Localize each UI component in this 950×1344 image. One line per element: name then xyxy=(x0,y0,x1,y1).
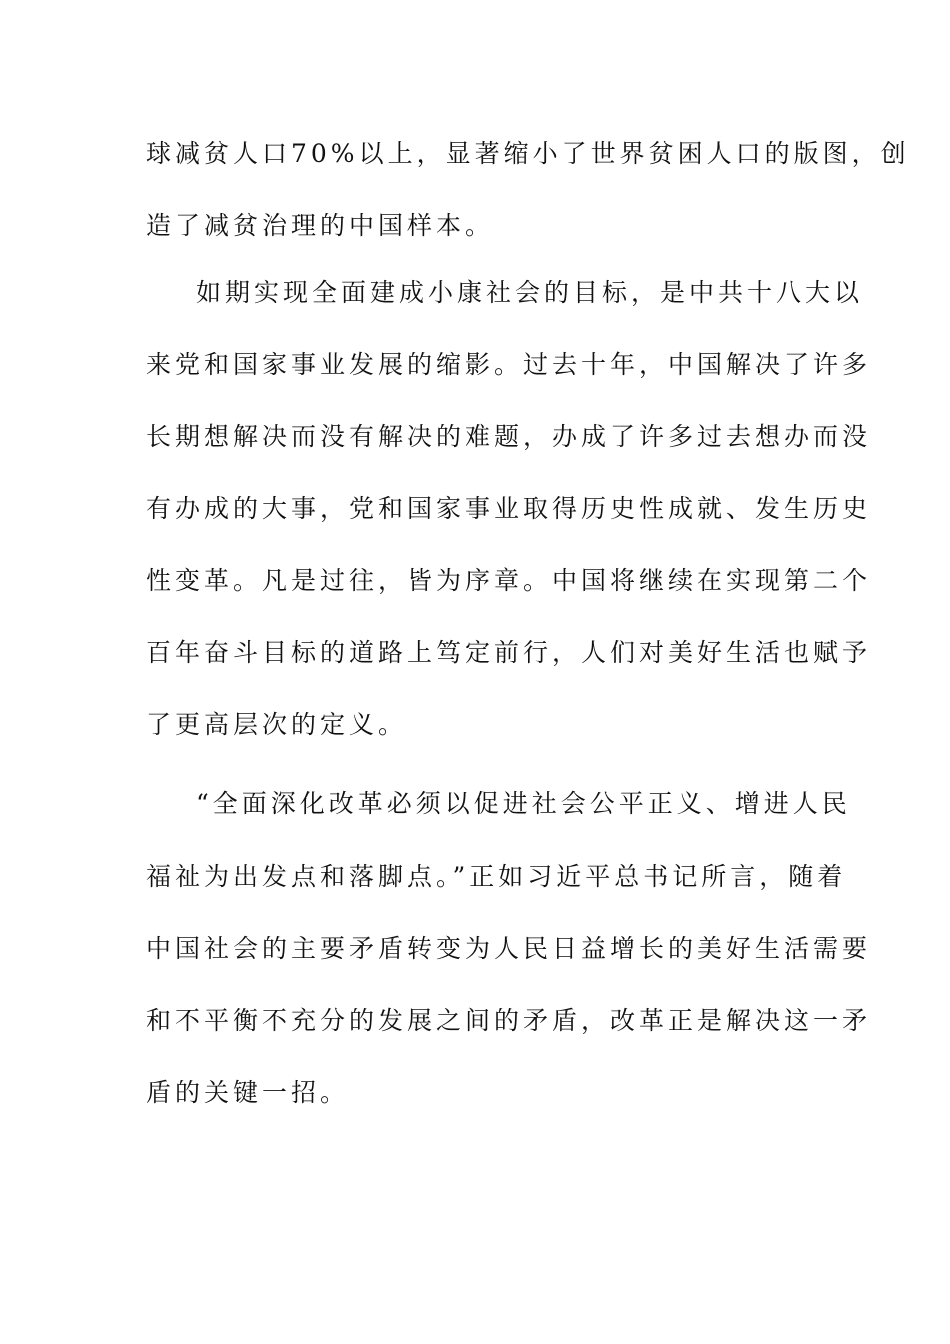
paragraph-3-line-1: “全面深化改革必须以促进社会公平正义、增进人民 xyxy=(196,789,851,818)
paragraph-3-line-5: 盾的关键一招。 xyxy=(146,1078,350,1107)
paragraph-2-line-1: 如期实现全面建成小康社会的目标，是中共十八大以 xyxy=(196,278,864,307)
paragraph-2-line-2: 来党和国家事业发展的缩影。过去十年，中国解决了许多 xyxy=(146,350,872,379)
paragraph-1-line-2: 造了减贫治理的中国样本。 xyxy=(146,211,495,240)
paragraph-2-line-4: 有办成的大事，党和国家事业取得历史性成就、发生历史 xyxy=(146,494,872,523)
paragraph-2-line-7: 了更高层次的定义。 xyxy=(146,710,408,739)
paragraph-3-line-2: 福祉为出发点和落脚点。”正如习近平总书记所言，随着 xyxy=(146,862,847,891)
paragraph-2-line-3: 长期想解决而没有解决的难题，办成了许多过去想办而没 xyxy=(146,422,872,451)
paragraph-3-line-4: 和不平衡不充分的发展之间的矛盾，改革正是解决这一矛 xyxy=(146,1006,872,1035)
paragraph-1-line-1: 球减贫人口70%以上，显著缩小了世界贫困人口的版图，创 xyxy=(146,139,910,168)
paragraph-2-line-5: 性变革。凡是过往，皆为序章。中国将继续在实现第二个 xyxy=(146,566,872,595)
paragraph-2-line-6: 百年奋斗目标的道路上笃定前行，人们对美好生活也赋予 xyxy=(146,638,872,667)
paragraph-3-line-3: 中国社会的主要矛盾转变为人民日益增长的美好生活需要 xyxy=(146,934,872,963)
